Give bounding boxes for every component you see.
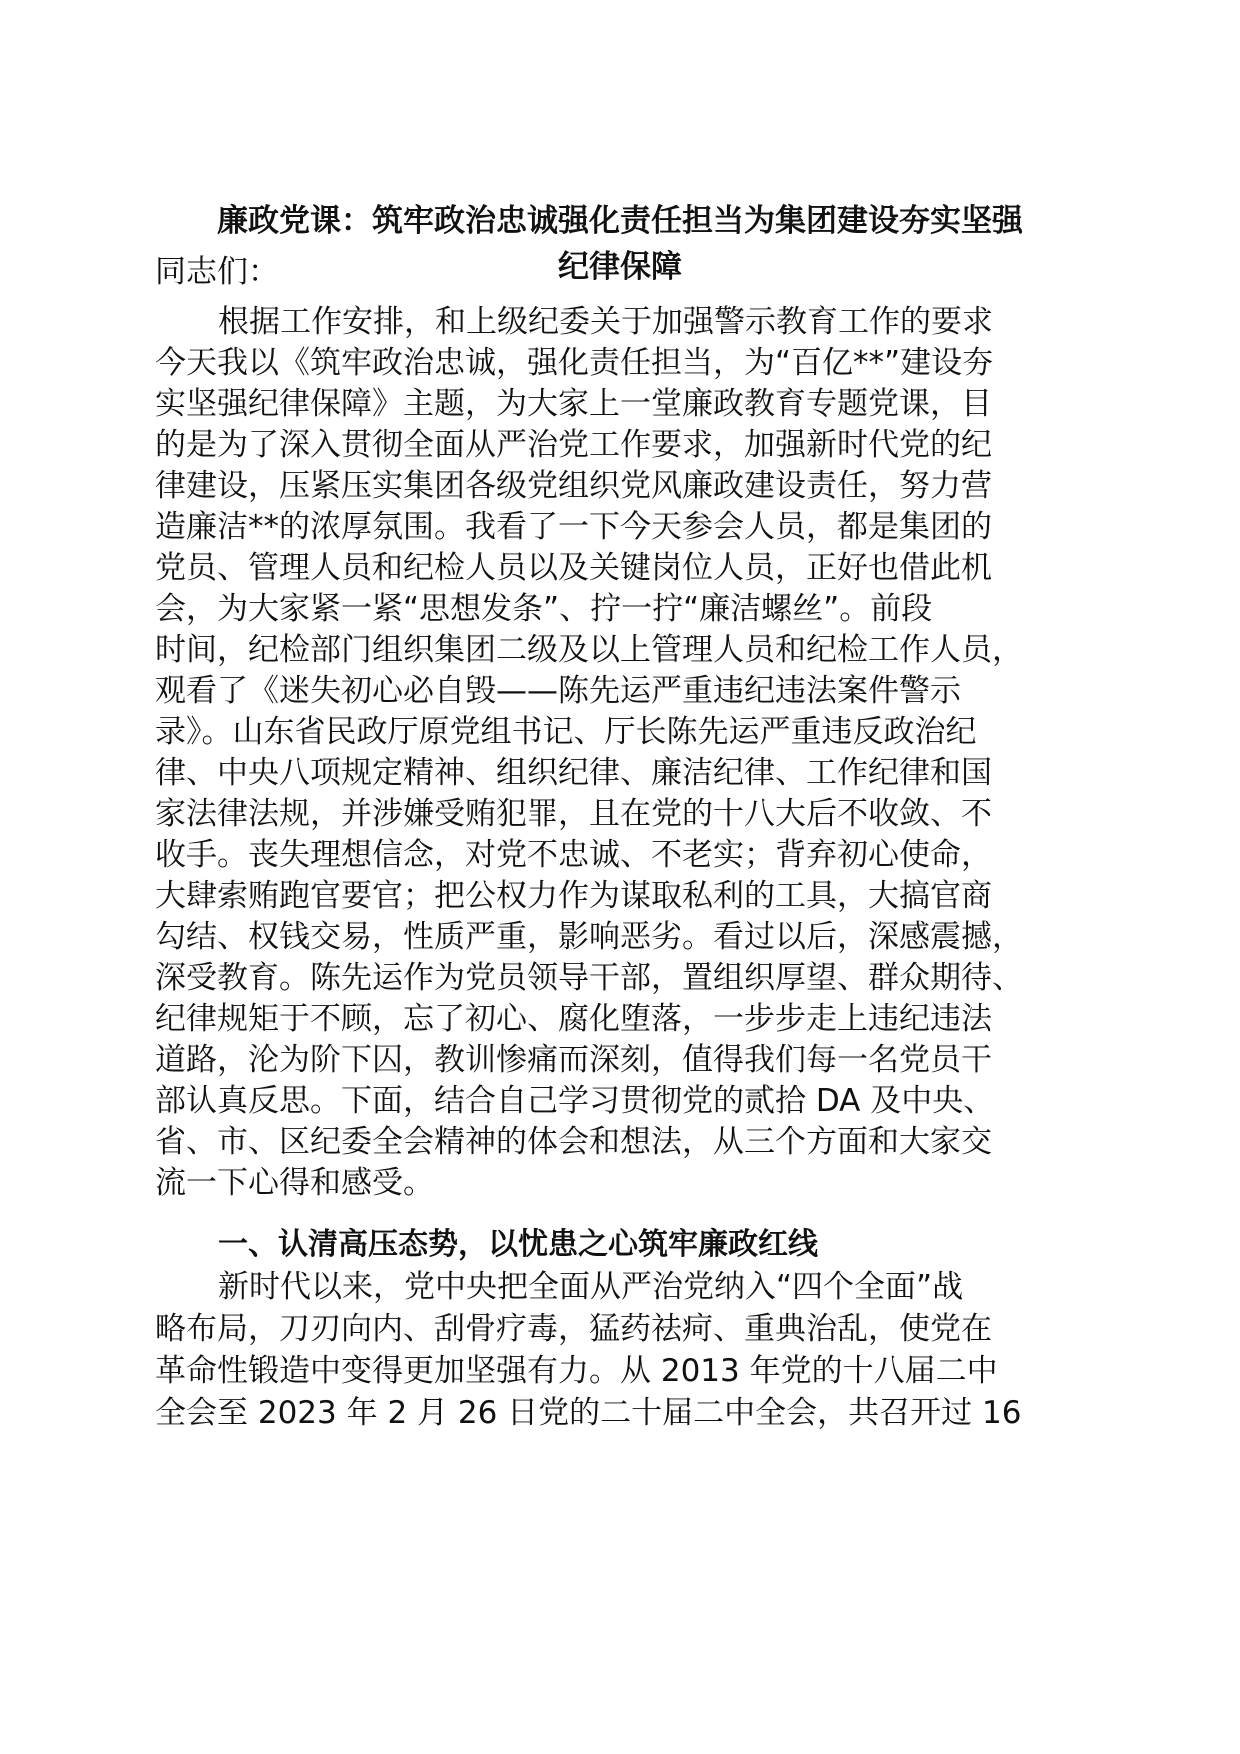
document-title-line: 廉政党课：筑牢政治忠诚强化责任担当为集团建设夯实坚强: [217, 203, 1023, 239]
paragraph-1-line: 时间，纪检部门组织集团二级及以上管理人员和纪检工作人员，: [155, 632, 1023, 668]
paragraph-1-line: 大肆索贿跑官要官；把公权力作为谋取私利的工具，大搞官商: [155, 878, 992, 914]
paragraph-1-line: 录》。山东省民政厅原党组书记、厅长陈先运严重违反政治纪: [155, 714, 977, 750]
paragraph-2-line: 全会至 2023 年 2 月 26 日党的二十届二中全会，共召开过 16: [155, 1395, 1022, 1431]
paragraph-1-line: 省、市、区纪委全会精神的体会和想法，从三个方面和大家交: [155, 1124, 992, 1160]
paragraph-1-line: 实坚强纪律保障》主题，为大家上一堂廉政教育专题党课，目: [155, 386, 992, 422]
paragraph-1-line: 家法律法规，并涉嫌受贿犯罪，且在党的十八大后不收敛、不: [155, 796, 992, 832]
salutation: 同志们：: [155, 254, 279, 290]
paragraph-1-line: 深受教育。陈先运作为党员领导干部，置组织厚望、群众期待、: [155, 960, 1023, 996]
section-heading: 一、认清高压态势，以忧患之心筑牢廉政红线: [218, 1227, 818, 1262]
paragraph-1-line: 党员、管理人员和纪检人员以及关键岗位人员，正好也借此机: [155, 550, 992, 586]
paragraph-1-line: 律建设，压紧压实集团各级党组织党风廉政建设责任，努力营: [155, 468, 992, 504]
paragraph-1-line: 根据工作安排，和上级纪委关于加强警示教育工作的要求: [218, 304, 993, 340]
paragraph-1-line: 部认真反思。下面，结合自己学习贯彻党的贰拾 DA 及中央、: [155, 1083, 995, 1119]
paragraph-1-line: 律、中央八项规定精神、组织纪律、廉洁纪律、工作纪律和国: [155, 755, 992, 791]
paragraph-1-line: 今天我以《筑牢政治忠诚，强化责任担当，为“百亿**”建设夯: [155, 345, 994, 381]
paragraph-1-line: 勾结、权钱交易，性质严重，影响恶劣。看过以后，深感震撼，: [155, 919, 1023, 955]
paragraph-1-line: 观看了《迷失初心必自毁——陈先运严重违纪违法案件警示: [155, 673, 961, 709]
paragraph-1-line: 收手。丧失理想信念，对党不忠诚、不老实；背弃初心使命，: [155, 837, 992, 873]
paragraph-1-line: 会，为大家紧一紧“思想发条”、拧一拧“廉洁螺丝”。前段: [155, 591, 933, 627]
paragraph-1-line: 纪律规矩于不顾，忘了初心、腐化堕落，一步步走上违纪违法: [155, 1001, 992, 1037]
paragraph-1-line: 流一下心得和感受。: [155, 1165, 434, 1201]
paragraph-2-line: 略布局，刀刃向内、刮骨疗毒，猛药祛疴、重典治乱，使党在: [155, 1311, 992, 1347]
paragraph-1-line: 道路，沦为阶下囚，教训惨痛而深刻，值得我们每一名党员干: [155, 1042, 992, 1078]
paragraph-2-line: 革命性锻造中变得更加坚强有力。从 2013 年党的十八届二中: [155, 1353, 998, 1389]
document-title-line: 纪律保障: [558, 249, 682, 285]
paragraph-1-line: 造廉洁**的浓厚氛围。我看了一下今天参会人员，都是集团的: [155, 509, 992, 545]
paragraph-1-line: 的是为了深入贯彻全面从严治党工作要求，加强新时代党的纪: [155, 427, 992, 463]
paragraph-2-line: 新时代以来，党中央把全面从严治党纳入“四个全面”战: [218, 1269, 964, 1305]
